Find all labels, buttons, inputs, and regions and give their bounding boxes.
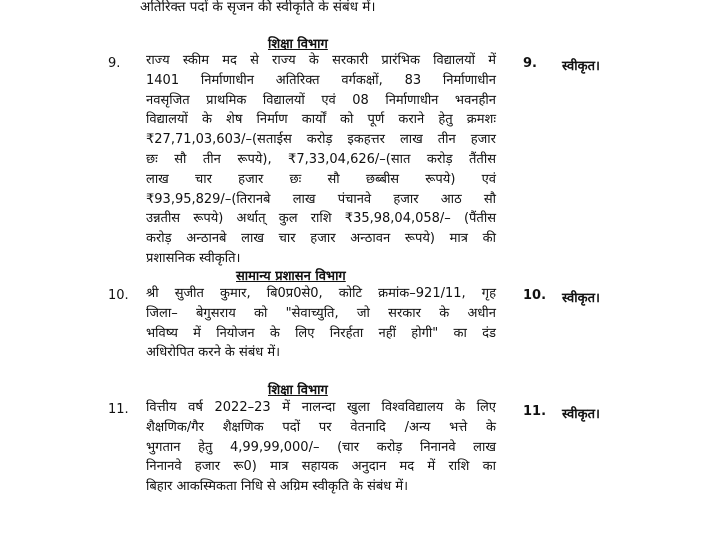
description-line: भविष्य में नियोजन के लिए निरर्हता नहीं होगी" का दंड bbox=[146, 325, 496, 341]
description-line: छः सौ तीन रूपये), ₹7,33,04,626/–(सात करोड़ तैंतीस bbox=[146, 151, 496, 167]
description-line: करोड़ अन्ठानबे लाख चार हजार अन्ठावन रूपये) मात्र की bbox=[146, 231, 496, 247]
description-line: निनानवे हजार रू0) मात्र सहायक अनुदान मद में राशि का bbox=[146, 459, 496, 475]
description-line: भुगतान हेतु 4,99,99,000/– (चार करोड़ निनानवे लाख bbox=[146, 439, 496, 455]
description-line: ₹93,95,829/–(तिरानबे लाख पंचानवे हजार आठ सौ bbox=[146, 191, 496, 207]
item-description bbox=[146, 398, 496, 497]
description-line: जिला– बेगुसराय को "सेवाच्युति, जो सरकार के अधीन bbox=[146, 305, 496, 321]
description-line: वित्तीय वर्ष 2022–23 में नालन्दा खुला विश्वविद्यालय के लिए bbox=[146, 400, 496, 415]
description-line: राज्य स्कीम मद से राज्य के सरकारी प्रारंभिक विद्यालयों में bbox=[146, 53, 496, 68]
department-heading: शिक्षा विभाग bbox=[268, 383, 328, 398]
status-number: 10. bbox=[523, 288, 547, 303]
description-line: श्री सुजीत कुमार, बि0प्र0से0, कोटि क्रमांक–921/11, गृह bbox=[146, 286, 496, 301]
description-line: प्रशासनिक स्वीकृति। bbox=[146, 250, 241, 266]
item-number: 11. bbox=[108, 402, 129, 417]
description-line: ₹27,71,03,603/–(सताईस करोड़ इकहत्तर लाख तीन हजार bbox=[146, 132, 496, 148]
item-number: 9. bbox=[108, 56, 121, 71]
department-heading: सामान्य प्रशासन विभाग bbox=[236, 269, 346, 284]
status-text: स्वीकृत। bbox=[562, 59, 600, 74]
item-description bbox=[146, 284, 496, 363]
item-number: 10. bbox=[108, 288, 129, 303]
description-line: अधिरोपित करने के संबंध में। bbox=[146, 345, 281, 361]
department-heading: शिक्षा विभाग bbox=[268, 37, 328, 52]
status-number: 11. bbox=[523, 404, 547, 419]
status-number: 9. bbox=[523, 56, 537, 71]
description-line: बिहार आकस्मिकता निधि से अग्रिम स्वीकृति के संबंध में। bbox=[146, 479, 409, 495]
status-text: स्वीकृत। bbox=[562, 407, 600, 422]
status-text: स्वीकृत। bbox=[562, 291, 600, 306]
description-line: शैक्षणिक/गैर शैक्षणिक पदों पर वेतनादि /अन्य भत्ते के bbox=[146, 419, 496, 435]
description-line: लाख चार हजार छः सौ छब्बीस रूपये) एवं bbox=[146, 171, 496, 187]
description-line: 1401 निर्माणाधीन अतिरिक्त वर्गकक्षों, 83 निर्माणाधीन bbox=[146, 72, 496, 88]
description-line: विद्यालयों के शेष निर्माण कार्यों को पूर्ण कराने हेतु क्रमशः bbox=[146, 112, 496, 128]
item-description bbox=[146, 51, 496, 269]
description-line: उन्नतीस रूपये) अर्थात् कुल राशि ₹35,98,04,058/– (पैंतीस bbox=[146, 211, 496, 227]
previous-item-tail: अतिरिक्त पदों के सृजन की स्वीकृति के संबंध में। bbox=[140, 0, 376, 15]
description-line: नवसृजित प्राथमिक विद्यालयों एवं 08 निर्माणाधीन भवनहीन bbox=[146, 92, 496, 108]
